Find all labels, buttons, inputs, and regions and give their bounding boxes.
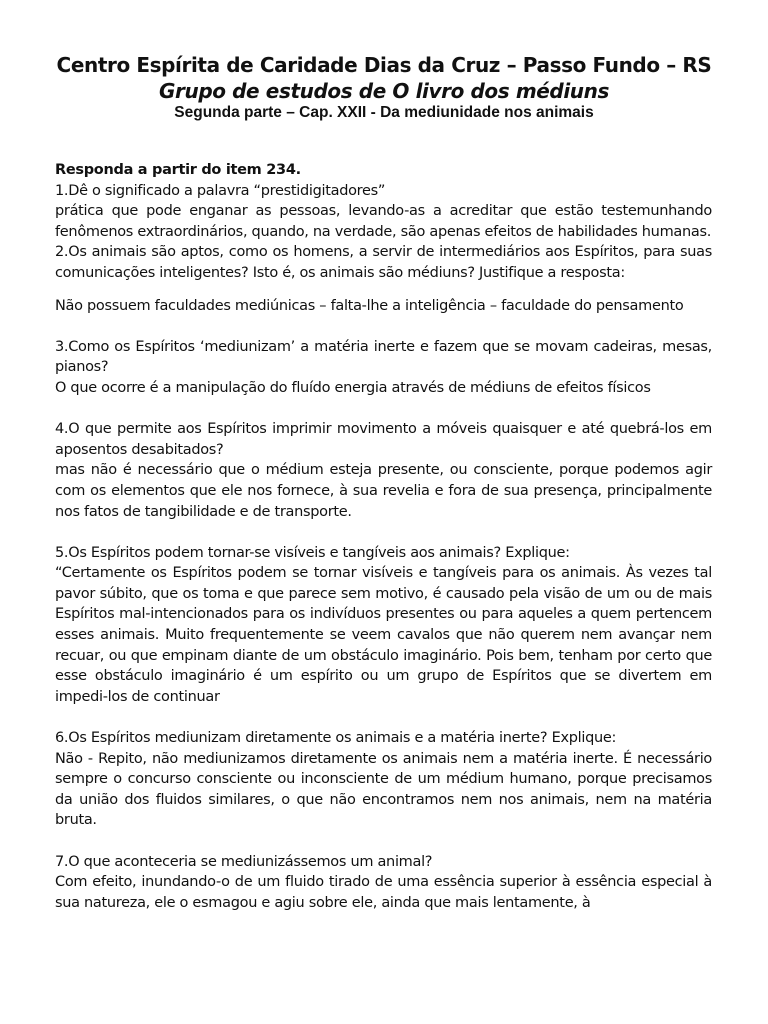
question-6: 6.Os Espíritos mediunizam diretamente os animais e a matéria inerte? Explique: [55, 730, 617, 747]
question-5: 5.Os Espíritos podem tornar-se visíveis e tangíveis aos animais? Explique: [55, 544, 570, 561]
answer-7: Com efeito, inundando-o de um fluido tirado de uma essência superior à essência especial à sua natureza, ele o esmagou e agiu sobre ele, ainda que mais lentamente, à [55, 874, 712, 911]
document-body [55, 160, 712, 913]
answer-6: Não - Repito, não mediunizamos diretamente os animais nem a matéria inerte. É necessário sempre o concurso consciente ou inconsciente de um médium humano, porque precisamos da união dos fluidos similares, o que não encontramos nem nos animais, nem na matéria bruta. [55, 750, 712, 829]
question-3: 3.Como os Espíritos ‘mediunizam’ a matéria inerte e fazem que se movam cadeiras, mesas, pianos? [55, 338, 712, 376]
question-4: 4.O que permite aos Espíritos imprimir movimento a móveis quaisquer e até quebrá-los em aposentos desabitados? [55, 421, 712, 458]
question-7: 7.O que aconteceria se mediunizássemos um animal? [55, 853, 433, 870]
header-institution: Centro Espírita de Caridade Dias da Cruz – Passo Fundo – RS [56, 53, 712, 77]
header-study-group: Grupo de estudos de O livro dos médiuns [159, 79, 609, 103]
header-chapter: Segunda parte – Cap. XXII - Da mediunidade nos animais [174, 104, 594, 121]
answer-4: mas não é necessário que o médium esteja presente, ou consciente, porque podemos agir com os elementos que ele nos fornece, à sua revelia e fora de sua presença, principalmente nos fatos de tangibilidade e de transporte. [55, 462, 712, 520]
answer-5: “Certamente os Espíritos podem se tornar visíveis e tangíveis para os animais. Às vezes tal pavor súbito, que os toma e que parece sem motivo, é causado pela visão de um ou de mais Espíritos mal-intencionados para os indivíduos presentes ou para aqueles a quem pertencem esses animais. Muito frequentemente se veem cavalos que não querem nem avançar nem recuar, ou que empinam diante de um obstáculo imaginário. Pois bem, tenham por certo que esse obstáculo imaginário é um espírito ou um grupo de Espíritos que se divertem em impedi-los de continuar [55, 565, 712, 705]
question-2: 2.Os animais são aptos, como os homens, a servir de intermediários aos Espíritos, para suas comunicações inteligentes? Isto é, os animais são médiuns? Justifique a resposta: [55, 244, 712, 281]
answer-2: Não possuem faculdades mediúnicas – falta-lhe a inteligência – faculdade do pensamento [55, 297, 684, 314]
answer-3: O que ocorre é a manipulação do fluído energia através de médiuns de efeitos físicos [55, 379, 651, 396]
answer-1: prática que pode enganar as pessoas, levando-as a acreditar que estão testemunhando fenômenos extraordinários, quando, na verdade, são apenas efeitos de habilidades humanas. [55, 203, 712, 240]
instruction: Responda a partir do item 234. [55, 162, 301, 178]
question-1: 1.Dê o significado a palavra “prestidigitadores” [55, 182, 386, 199]
